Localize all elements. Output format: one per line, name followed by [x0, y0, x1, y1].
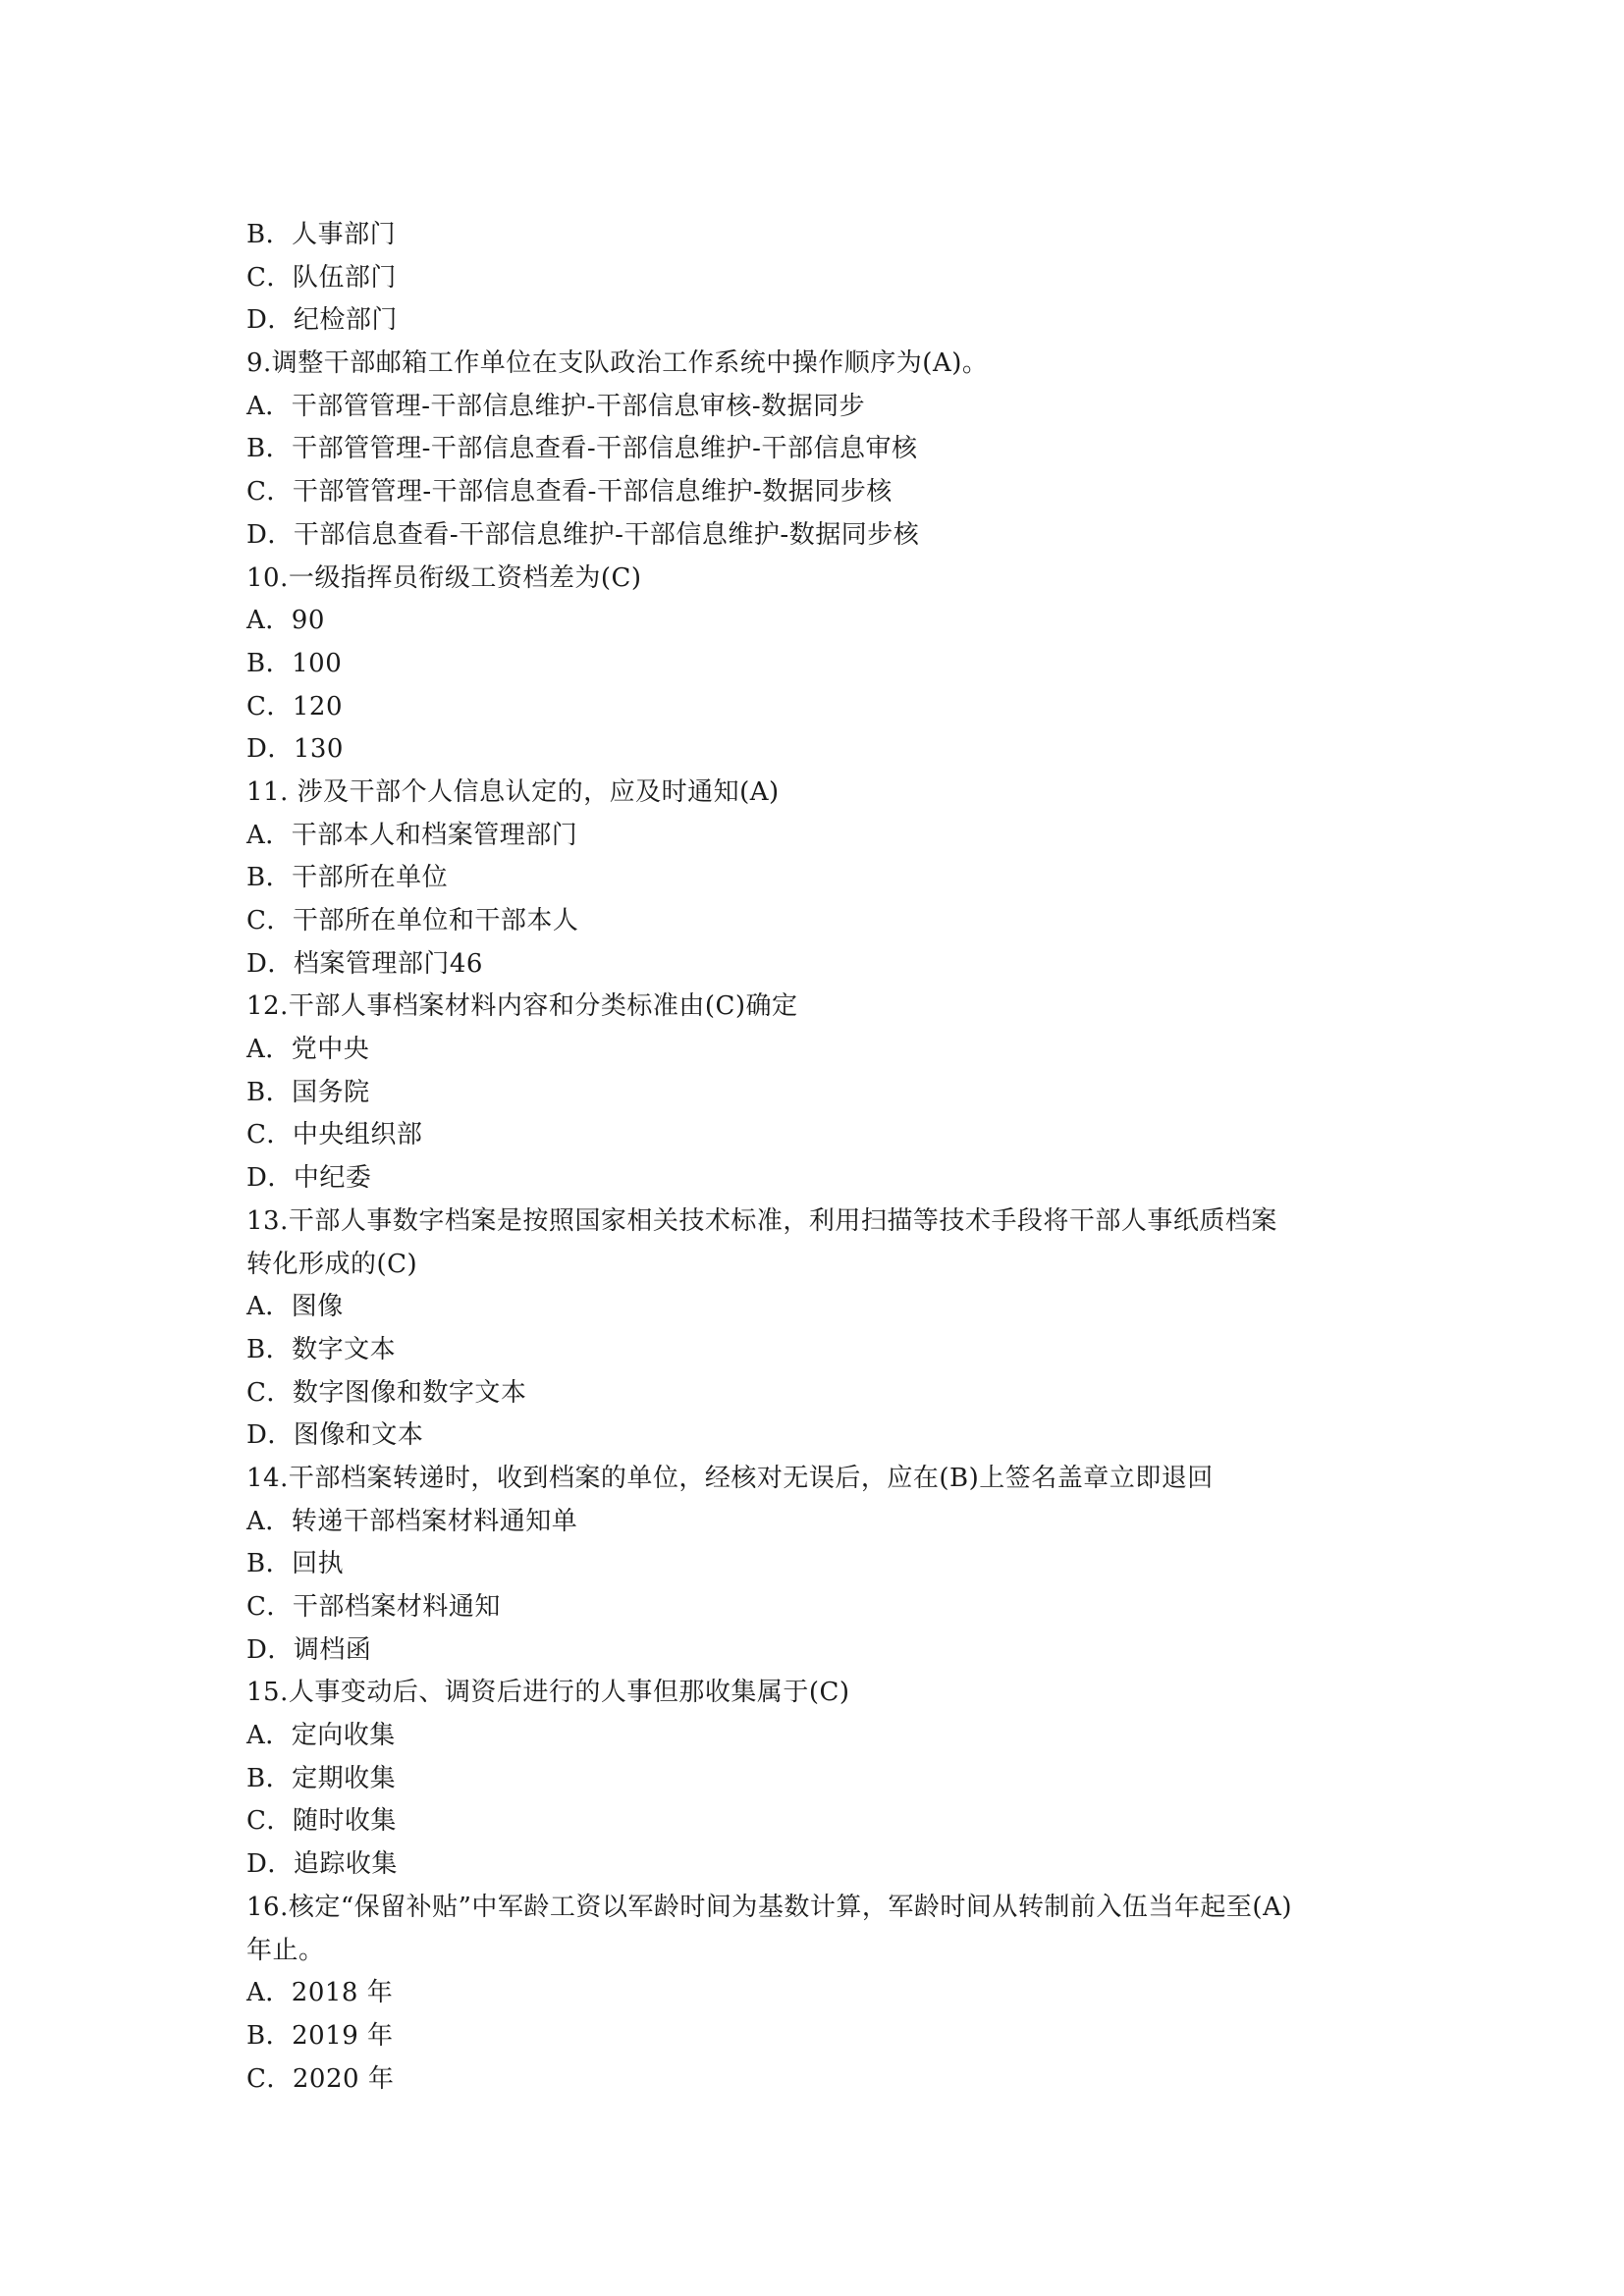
- option-line: B．国务院: [246, 1077, 370, 1107]
- option-line: B．干部所在单位: [246, 863, 449, 893]
- question-line: 10.一级指挥员衔级工资档差为(C): [246, 562, 642, 593]
- option-line: A．图像: [246, 1292, 344, 1322]
- document-page: [246, 214, 1376, 2101]
- option-line: A．干部本人和档案管理部门: [246, 820, 578, 850]
- option-line: B．干部管管理-干部信息查看-干部信息维护-干部信息审核: [246, 434, 918, 464]
- option-line: B．定期收集: [246, 1763, 397, 1793]
- option-line: C．120: [246, 691, 344, 721]
- question-line: 11. 涉及干部个人信息认定的，应及时通知(A): [246, 776, 780, 807]
- option-line: C．干部所在单位和干部本人: [246, 906, 579, 935]
- question-line-continued: 转化形成的(C): [246, 1249, 418, 1279]
- option-line: C．干部档案材料通知: [246, 1592, 501, 1622]
- option-line: A．党中央: [246, 1035, 370, 1065]
- option-line: A．定向收集: [246, 1721, 396, 1751]
- option-line: C．2020 年: [246, 2063, 395, 2094]
- question-line: 16.核定“保留补贴”中军龄工资以军龄时间为基数计算，军龄时间从转制前入伍当年起至(A): [246, 1892, 1292, 1922]
- option-line: D．调档函: [246, 1634, 372, 1665]
- option-line: C．干部管管理-干部信息查看-干部信息维护-数据同步核: [246, 477, 893, 507]
- option-line: A．90: [246, 606, 325, 636]
- option-line: A．转递干部档案材料通知单: [246, 1506, 578, 1536]
- option-line: D．干部信息查看-干部信息维护-干部信息维护-数据同步核: [246, 519, 920, 550]
- option-line: B．数字文本: [246, 1334, 397, 1364]
- question-line: 15.人事变动后、调资后进行的人事但那收集属于(C): [246, 1678, 850, 1708]
- option-line: D．追踪收集: [246, 1849, 398, 1880]
- option-line: B．人事部门: [246, 220, 397, 249]
- option-line: D．档案管理部门46: [246, 948, 483, 979]
- option-line: A．2018 年: [246, 1978, 394, 2008]
- question-line: 13.干部人事数字档案是按照国家相关技术标准，利用扫描等技术手段将干部人事纸质档案: [246, 1205, 1277, 1236]
- question-line: 14.干部档案转递时，收到档案的单位，经核对无误后，应在(B)上签名盖章立即退回: [246, 1463, 1214, 1493]
- option-line: C．数字图像和数字文本: [246, 1377, 527, 1408]
- option-line: C．中央组织部: [246, 1120, 423, 1150]
- question-line-continued: 年止。: [246, 1935, 325, 1965]
- question-line: 9.调整干部邮箱工作单位在支队政治工作系统中操作顺序为(A)。: [246, 348, 989, 379]
- option-line: D．中纪委: [246, 1163, 372, 1194]
- option-line: D．图像和文本: [246, 1420, 424, 1451]
- option-line: A．干部管管理-干部信息维护-干部信息审核-数据同步: [246, 391, 866, 421]
- question-line: 12.干部人事档案材料内容和分类标准由(C)确定: [246, 991, 798, 1022]
- option-line: C．队伍部门: [246, 262, 397, 293]
- option-line: B．100: [246, 648, 343, 678]
- option-line: C．随时收集: [246, 1806, 397, 1837]
- option-line: B．回执: [246, 1549, 345, 1579]
- option-line: D．130: [246, 734, 344, 765]
- option-line: B．2019 年: [246, 2020, 394, 2051]
- option-line: D．纪检部门: [246, 305, 398, 336]
